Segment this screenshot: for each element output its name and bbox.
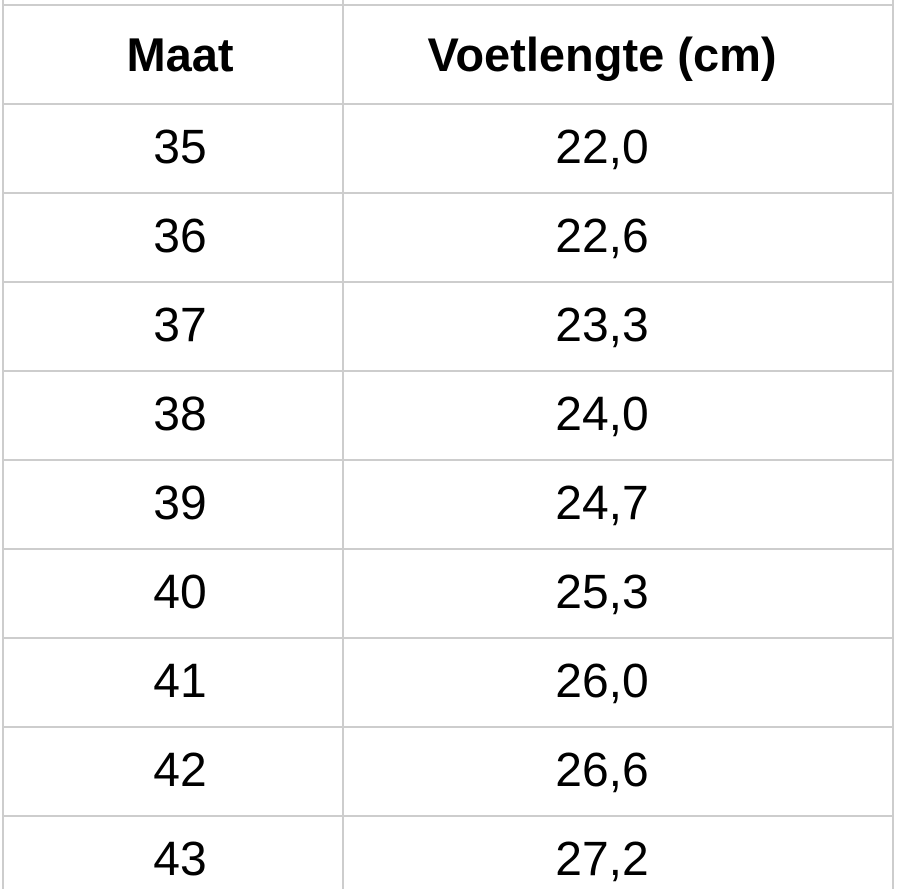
header-row [3, 5, 893, 104]
cell-voetlengte: 24,0 [343, 371, 893, 460]
cell-maat: 36 [3, 193, 343, 282]
cell-maat: 41 [3, 638, 343, 727]
cell-voetlengte: 26,6 [343, 727, 893, 816]
table-row [3, 638, 893, 727]
cell-maat: 37 [3, 282, 343, 371]
cell-maat: 43 [3, 816, 343, 889]
table-row [3, 816, 893, 889]
table-row [3, 549, 893, 638]
cell-maat: 38 [3, 371, 343, 460]
table-row [3, 460, 893, 549]
cell-voetlengte: 22,6 [343, 193, 893, 282]
cell-voetlengte: 25,3 [343, 549, 893, 638]
table-row [3, 727, 893, 816]
table-row [3, 282, 893, 371]
table-row [3, 104, 893, 193]
column-header-voetlengte: Voetlengte (cm) [343, 5, 893, 104]
cell-voetlengte: 26,0 [343, 638, 893, 727]
cell-voetlengte: 27,2 [343, 816, 893, 889]
cell-maat: 40 [3, 549, 343, 638]
cell-maat: 35 [3, 104, 343, 193]
cell-voetlengte: 24,7 [343, 460, 893, 549]
table-row [3, 193, 893, 282]
cell-maat: 39 [3, 460, 343, 549]
cell-maat: 42 [3, 727, 343, 816]
shoe-size-table [2, 0, 894, 889]
column-header-maat: Maat [3, 5, 343, 104]
cell-voetlengte: 23,3 [343, 282, 893, 371]
table-row [3, 371, 893, 460]
cell-voetlengte: 22,0 [343, 104, 893, 193]
